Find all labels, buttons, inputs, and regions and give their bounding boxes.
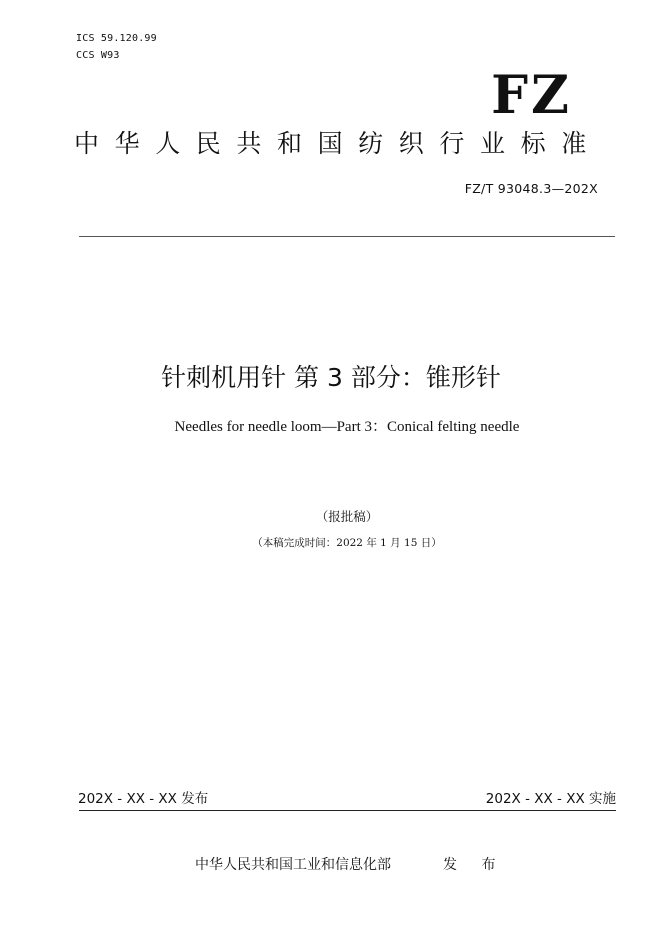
header-divider — [79, 236, 615, 237]
issuing-verb: 发 布 — [443, 857, 506, 873]
fz-logo: FZ — [491, 65, 572, 126]
standard-number: FZ/T 93048.3—202X — [464, 181, 598, 196]
issuing-authority: 中华人民共和国工业和信息化部 — [195, 857, 391, 873]
ccs-code: CCS W93 — [76, 50, 120, 61]
implementation-date: 202X - XX - XX 实施 — [485, 791, 616, 807]
document-title-english: Needles for needle loom—Part 3：Conical felting needle — [174, 419, 520, 435]
footer-divider — [79, 810, 616, 811]
ics-code: ICS 59.120.99 — [76, 33, 157, 44]
draft-status: （报批稿） — [315, 509, 379, 524]
issue-date: 202X - XX - XX 发布 — [78, 791, 209, 807]
draft-completion-date: （本稿完成时间：2022 年 1 月 15 日） — [252, 537, 442, 549]
document-title: 针刺机用针 第 3 部分：锥形针 — [161, 363, 501, 392]
standard-category-title: 中华人民共和国纺织行业标准 — [74, 129, 602, 158]
